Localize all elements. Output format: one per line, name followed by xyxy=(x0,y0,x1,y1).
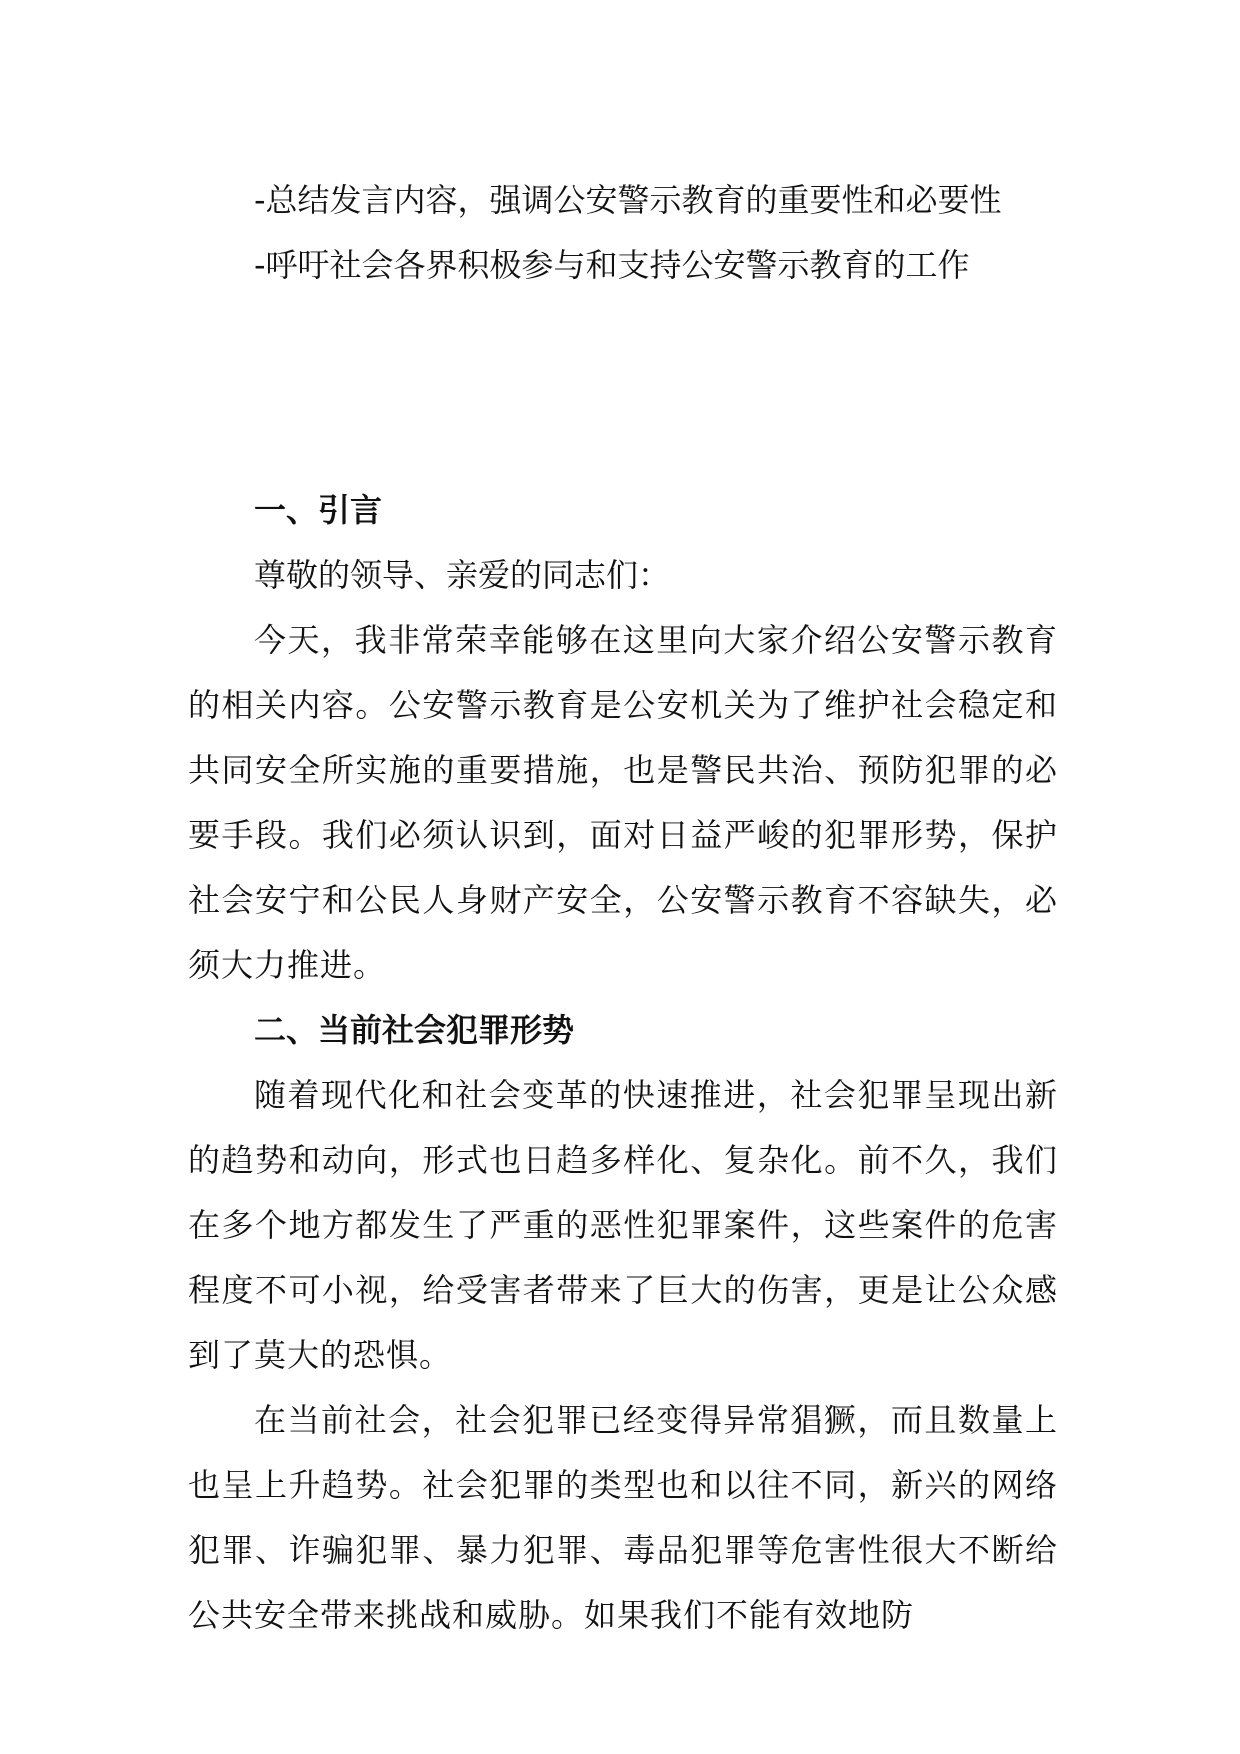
summary-bullet-2: -呼吁社会各界积极参与和支持公安警示教育的工作 xyxy=(254,246,970,284)
intro-paragraph: 今天，我非常荣幸能够在这里向大家介绍公安警示教育的相关内容。公安警示教育是公安机关为了维护社会稳定和共同安全所实施的重要措施，也是警民共治、预防犯罪的必要手段。我们必须认识到，面对日益严峻的犯罪形势，保护社会安宁和公民人身财产安全，公安警示教育不容缺失，必须大力推进。 xyxy=(188,621,1058,984)
intro-salutation: 尊敬的领导、亲爱的同志们： xyxy=(254,556,671,594)
situation-heading: 二、当前社会犯罪形势 xyxy=(254,1011,575,1049)
document-body xyxy=(188,168,1058,1648)
situation-paragraph-1: 随着现代化和社会变革的快速推进，社会犯罪呈现出新的趋势和动向，形式也日趋多样化、复杂化。前不久，我们在多个地方都发生了严重的恶性犯罪案件，这些案件的危害程度不可小视，给受害者带来了巨大的伤害，更是让公众感到了莫大的恐惧。 xyxy=(188,1076,1058,1374)
section-spacer xyxy=(188,298,1058,478)
situation-paragraph-2: 在当前社会，社会犯罪已经变得异常猖獗，而且数量上也呈上升趋势。社会犯罪的类型也和以往不同，新兴的网络犯罪、诈骗犯罪、暴力犯罪、毒品犯罪等危害性很大不断给公共安全带来挑战和威胁。如果我们不能有效地防 xyxy=(188,1401,1058,1634)
summary-bullet-1: -总结发言内容，强调公安警示教育的重要性和必要性 xyxy=(254,181,1002,219)
intro-heading: 一、引言 xyxy=(254,491,383,529)
